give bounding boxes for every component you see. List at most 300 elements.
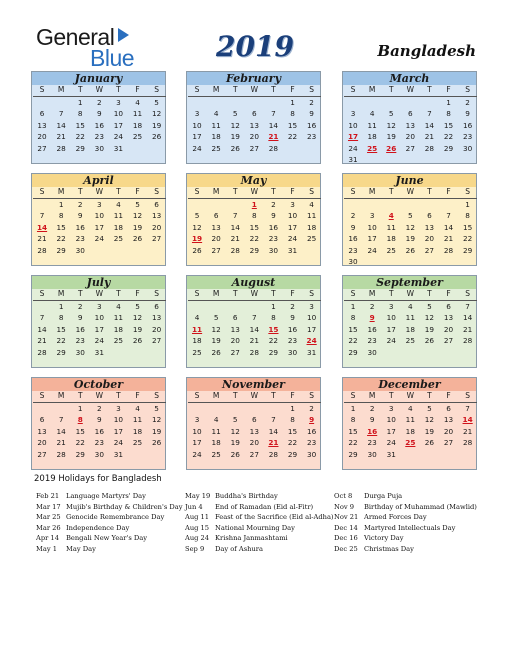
day-cell: 3 — [388, 403, 394, 413]
country-name: Bangladesh — [377, 42, 476, 60]
day-cell: 2 — [97, 97, 102, 107]
day-cell: 7 — [427, 109, 432, 118]
day-cell: 13 — [443, 415, 454, 424]
day-cell: 16 — [306, 426, 317, 436]
day-cell: 1 — [465, 199, 470, 209]
holiday-date: Nov 21 — [334, 513, 359, 522]
weekday-header: T — [264, 187, 283, 199]
day-cell: 25 — [306, 234, 317, 243]
holiday-row — [36, 491, 183, 502]
day-cell: 23 — [75, 234, 85, 243]
day-cell: 8 — [290, 415, 295, 424]
day-cell: 11 — [132, 109, 143, 118]
day-cell: 23 — [348, 245, 358, 255]
month-title: August — [187, 276, 320, 289]
day-cell: 20 — [151, 324, 162, 334]
day-cell: 18 — [367, 132, 377, 141]
day-cell: 27 — [443, 336, 454, 345]
holiday-day: 21 — [268, 132, 279, 141]
day-cell: 13 — [151, 211, 162, 220]
holiday-date: Aug 24 — [185, 534, 210, 543]
day-cell: 18 — [386, 234, 396, 243]
weekday-header: S — [188, 391, 207, 403]
day-cell: 11 — [405, 313, 415, 322]
weekday-header: M — [52, 187, 71, 199]
day-cell: 28 — [443, 245, 454, 255]
day-cell: 21 — [56, 438, 66, 447]
weekday-header: M — [207, 391, 226, 403]
empty-cell — [33, 97, 52, 109]
weekday-header: S — [33, 85, 52, 97]
holiday-name: May Day — [66, 544, 96, 553]
weekday-header: M — [207, 85, 226, 97]
holiday-name: End of Ramadan (Eid al-Fitr) — [215, 502, 314, 511]
day-cell: 17 — [94, 324, 104, 334]
holiday-column — [334, 491, 477, 555]
holiday-date: Jun 4 — [185, 502, 203, 511]
day-cell: 30 — [268, 245, 279, 255]
day-cell: 13 — [37, 426, 47, 436]
day-cell: 1 — [271, 301, 276, 311]
day-cell: 22 — [268, 336, 279, 345]
day-cell: 20 — [37, 438, 47, 447]
holiday-row — [36, 523, 183, 534]
holiday-row — [185, 533, 334, 544]
day-cell: 12 — [424, 313, 435, 322]
day-cell: 21 — [462, 324, 473, 334]
day-cell: 10 — [386, 313, 396, 322]
day-cell: 22 — [249, 234, 259, 243]
weekday-header: S — [344, 85, 363, 97]
day-cell: 1 — [58, 199, 64, 209]
day-cell: 21 — [462, 426, 473, 436]
empty-cell — [420, 199, 439, 211]
day-cell: 31 — [113, 449, 124, 459]
day-cell: 1 — [350, 301, 356, 311]
empty-cell — [226, 97, 245, 109]
weekday-header: W — [90, 85, 109, 97]
day-cell: 10 — [94, 211, 104, 220]
day-cell: 7 — [271, 109, 276, 118]
holiday-day: 25 — [405, 438, 416, 447]
holiday-day: 14 — [36, 222, 48, 232]
day-cell: 22 — [56, 336, 66, 345]
day-grid — [187, 187, 320, 256]
day-cell: 9 — [350, 222, 356, 232]
weekday-header: S — [302, 187, 321, 199]
weekday-header: T — [71, 391, 90, 403]
holiday-name: Krishna Janmashtami — [215, 534, 288, 543]
weekday-header: S — [458, 391, 477, 403]
day-cell: 20 — [211, 234, 221, 243]
day-cell: 16 — [367, 324, 377, 334]
weekday-header: S — [147, 187, 166, 199]
weekday-header: T — [382, 187, 401, 199]
day-cell: 14 — [443, 222, 454, 232]
day-cell: 11 — [211, 120, 221, 130]
day-grid — [187, 85, 320, 154]
weekday-header: T — [226, 187, 245, 199]
holiday-row — [334, 512, 477, 523]
day-cell: 5 — [154, 403, 159, 413]
weekday-header: S — [33, 289, 52, 301]
day-cell: 5 — [408, 211, 413, 220]
day-cell: 8 — [350, 313, 356, 322]
brand-word-blue: Blue — [90, 45, 135, 71]
day-cell: 9 — [465, 109, 470, 118]
day-cell: 22 — [75, 132, 85, 141]
day-cell: 4 — [116, 301, 121, 311]
day-cell: 23 — [94, 132, 104, 141]
day-cell: 24 — [113, 132, 124, 141]
day-cell: 11 — [306, 211, 317, 220]
day-cell: 14 — [37, 324, 47, 334]
day-grid — [187, 289, 320, 358]
day-cell: 10 — [306, 313, 317, 322]
month-august — [186, 275, 321, 368]
day-cell: 14 — [249, 324, 259, 334]
weekday-header: F — [283, 391, 302, 403]
day-grid — [32, 289, 165, 358]
weekday-header: S — [344, 391, 363, 403]
day-cell: 26 — [151, 438, 162, 447]
month-title: February — [187, 72, 320, 85]
day-cell: 20 — [37, 132, 47, 141]
holiday-day: 8 — [77, 415, 83, 424]
holiday-row — [36, 533, 183, 544]
month-title: September — [343, 276, 476, 289]
day-cell: 13 — [405, 120, 415, 130]
brand-triangle-icon — [118, 28, 129, 42]
day-cell: 7 — [271, 415, 276, 424]
holiday-name: Feast of the Sacrifice (Eid al-Adha) — [215, 513, 334, 522]
day-cell: 14 — [462, 313, 473, 322]
day-cell: 29 — [268, 347, 279, 357]
empty-cell — [245, 97, 264, 109]
day-cell: 27 — [211, 245, 221, 255]
empty-cell — [401, 97, 420, 109]
day-cell: 17 — [94, 222, 104, 232]
weekday-header: S — [147, 85, 166, 97]
day-cell: 7 — [232, 211, 238, 220]
day-cell: 26 — [405, 245, 415, 255]
day-cell: 2 — [309, 403, 314, 413]
day-cell: 20 — [249, 438, 259, 447]
day-cell: 7 — [39, 313, 45, 322]
day-cell: 9 — [77, 211, 83, 220]
holiday-date: Apr 14 — [36, 534, 59, 543]
day-cell: 11 — [113, 313, 124, 322]
day-cell: 29 — [56, 245, 66, 255]
holiday-name: National Mourning Day — [215, 523, 295, 532]
holiday-row — [334, 544, 477, 555]
month-october — [31, 377, 166, 470]
day-cell: 8 — [58, 313, 64, 322]
day-cell: 27 — [405, 143, 415, 153]
day-cell: 13 — [424, 222, 435, 232]
day-cell: 31 — [306, 347, 317, 357]
day-cell: 4 — [408, 301, 413, 311]
day-cell: 1 — [350, 403, 356, 413]
weekday-header: S — [302, 85, 321, 97]
day-cell: 10 — [348, 120, 358, 130]
month-march — [342, 71, 477, 164]
weekday-header: W — [90, 289, 109, 301]
day-cell: 23 — [268, 234, 279, 243]
day-cell: 27 — [151, 336, 162, 345]
day-cell: 28 — [56, 449, 66, 459]
day-cell: 16 — [348, 234, 358, 243]
day-cell: 13 — [151, 313, 162, 322]
holiday-row — [185, 491, 334, 502]
weekday-header: T — [420, 187, 439, 199]
day-cell: 23 — [367, 336, 377, 345]
weekday-header: T — [71, 85, 90, 97]
empty-cell — [401, 199, 420, 211]
calendar-year: 2019 — [216, 30, 294, 63]
holiday-name: Victory Day — [364, 534, 404, 543]
holiday-row — [185, 523, 334, 534]
holiday-name: Independence Day — [66, 523, 130, 532]
day-cell: 18 — [211, 438, 221, 447]
day-cell: 12 — [151, 415, 162, 424]
day-cell: 9 — [77, 313, 83, 322]
weekday-header: W — [90, 391, 109, 403]
day-grid — [343, 85, 476, 166]
holiday-day: 24 — [306, 336, 317, 345]
day-cell: 13 — [249, 120, 259, 130]
day-cell: 3 — [194, 415, 200, 424]
day-cell: 11 — [132, 415, 143, 424]
day-cell: 30 — [367, 449, 377, 459]
empty-cell — [33, 301, 52, 313]
day-cell: 12 — [424, 415, 435, 424]
day-cell: 29 — [75, 449, 85, 459]
day-cell: 10 — [287, 211, 298, 220]
weekday-header: T — [71, 289, 90, 301]
holiday-name: Mujib's Birthday & Children's Day — [66, 502, 183, 511]
day-cell: 3 — [350, 109, 356, 118]
brand-word-general: General — [36, 24, 115, 50]
day-cell: 30 — [306, 449, 317, 459]
holiday-name: Bengali New Year's Day — [66, 534, 148, 543]
holiday-name: Christmas Day — [364, 544, 414, 553]
day-cell: 29 — [348, 347, 358, 357]
day-cell: 15 — [75, 426, 85, 436]
day-cell: 8 — [350, 415, 356, 424]
day-cell: 15 — [249, 222, 259, 232]
day-cell: 3 — [388, 301, 394, 311]
day-cell: 22 — [287, 132, 298, 141]
weekday-header: T — [71, 187, 90, 199]
day-cell: 30 — [367, 347, 377, 357]
day-cell: 22 — [462, 234, 473, 243]
day-cell: 9 — [369, 415, 375, 424]
day-cell: 13 — [37, 120, 47, 130]
day-cell: 21 — [37, 234, 47, 243]
month-title: July — [32, 276, 165, 289]
day-cell: 6 — [408, 109, 413, 118]
day-cell: 25 — [132, 132, 143, 141]
weekday-header: S — [302, 391, 321, 403]
holiday-date: Dec 14 — [334, 523, 358, 532]
month-september — [342, 275, 477, 368]
empty-cell — [363, 97, 382, 109]
day-cell: 24 — [367, 245, 377, 255]
empty-cell — [33, 403, 52, 415]
day-cell: 24 — [192, 143, 202, 153]
day-cell: 12 — [132, 313, 143, 322]
day-cell: 28 — [249, 347, 259, 357]
holiday-date: May 19 — [185, 492, 211, 500]
day-cell: 13 — [443, 313, 454, 322]
day-cell: 15 — [287, 120, 298, 130]
day-cell: 25 — [113, 234, 124, 243]
day-cell: 11 — [405, 415, 415, 424]
day-cell: 15 — [348, 426, 358, 436]
day-cell: 3 — [97, 199, 102, 209]
day-cell: 25 — [192, 347, 202, 357]
weekday-header: M — [363, 187, 382, 199]
month-title: March — [343, 72, 476, 85]
day-cell: 14 — [230, 222, 240, 232]
weekday-header: T — [226, 85, 245, 97]
weekday-header: T — [109, 85, 128, 97]
holiday-row — [185, 544, 334, 555]
holiday-day: 1 — [251, 199, 257, 209]
holiday-name: Buddha's Birthday — [215, 492, 278, 500]
day-cell: 1 — [77, 403, 83, 413]
day-cell: 16 — [306, 120, 317, 130]
weekday-header: F — [128, 289, 147, 301]
day-cell: 12 — [132, 211, 143, 220]
day-cell: 27 — [37, 449, 47, 459]
day-cell: 13 — [249, 426, 259, 436]
day-cell: 19 — [405, 234, 415, 243]
holiday-date: Dec 16 — [334, 534, 358, 543]
holiday-date: Oct 8 — [334, 492, 353, 500]
day-cell: 6 — [252, 109, 257, 118]
day-cell: 15 — [348, 324, 358, 334]
day-cell: 10 — [113, 415, 124, 424]
holiday-date: Mar 25 — [36, 513, 61, 522]
day-cell: 18 — [132, 426, 143, 436]
day-cell: 12 — [192, 222, 202, 232]
weekday-header: S — [344, 289, 363, 301]
weekday-header: S — [344, 187, 363, 199]
day-cell: 28 — [462, 336, 473, 345]
day-cell: 5 — [427, 403, 432, 413]
day-cell: 17 — [386, 426, 396, 436]
day-grid — [343, 391, 476, 460]
day-cell: 24 — [287, 234, 298, 243]
empty-cell — [344, 199, 363, 211]
day-cell: 18 — [211, 132, 221, 141]
month-april — [31, 173, 166, 266]
holiday-date: Nov 9 — [334, 502, 355, 511]
day-cell: 26 — [132, 336, 143, 345]
weekday-header: F — [439, 391, 458, 403]
day-cell: 1 — [58, 301, 64, 311]
day-cell: 15 — [56, 324, 66, 334]
holiday-name: Armed Forces Day — [364, 513, 427, 522]
empty-cell — [188, 403, 207, 415]
day-cell: 9 — [97, 109, 102, 118]
holiday-day: 25 — [367, 143, 378, 153]
day-cell: 2 — [369, 301, 375, 311]
day-cell: 23 — [94, 438, 104, 447]
holiday-day: 15 — [268, 324, 279, 334]
day-cell: 21 — [37, 336, 47, 345]
holiday-name: Day of Ashura — [215, 544, 263, 553]
day-cell: 8 — [290, 109, 295, 118]
day-cell: 31 — [113, 143, 124, 153]
month-february — [186, 71, 321, 164]
day-cell: 16 — [462, 120, 473, 130]
day-cell: 30 — [348, 257, 358, 266]
month-title: December — [343, 378, 476, 391]
month-july — [31, 275, 166, 368]
day-cell: 21 — [230, 234, 240, 243]
day-cell: 31 — [386, 449, 396, 459]
day-cell: 14 — [56, 120, 66, 130]
day-cell: 3 — [309, 301, 314, 311]
day-cell: 22 — [348, 438, 358, 447]
holiday-row — [334, 523, 477, 534]
day-cell: 6 — [154, 301, 159, 311]
day-cell: 27 — [443, 438, 454, 447]
day-cell: 25 — [386, 245, 396, 255]
holiday-row — [36, 502, 183, 513]
day-cell: 8 — [271, 313, 276, 322]
weekday-header: T — [264, 289, 283, 301]
day-cell: 5 — [135, 199, 140, 209]
holiday-day: 21 — [268, 438, 279, 447]
day-cell: 29 — [249, 245, 259, 255]
day-grid — [343, 187, 476, 268]
weekday-header: M — [207, 289, 226, 301]
day-cell: 19 — [132, 324, 143, 334]
weekday-header: T — [109, 391, 128, 403]
holiday-day: 9 — [309, 415, 315, 424]
day-cell: 17 — [192, 132, 202, 141]
day-cell: 13 — [211, 222, 221, 232]
holiday-row — [185, 512, 334, 523]
day-cell: 10 — [94, 313, 104, 322]
day-cell: 5 — [232, 109, 238, 118]
holiday-row — [334, 502, 477, 513]
day-cell: 20 — [443, 426, 454, 436]
weekday-header: S — [33, 391, 52, 403]
day-cell: 19 — [151, 426, 162, 436]
day-cell: 14 — [268, 120, 279, 130]
day-cell: 22 — [443, 132, 454, 141]
weekday-header: T — [109, 187, 128, 199]
month-title: January — [32, 72, 165, 85]
day-cell: 19 — [230, 438, 240, 447]
weekday-header: T — [226, 391, 245, 403]
day-cell: 21 — [443, 234, 454, 243]
day-cell: 2 — [350, 211, 356, 220]
weekday-header: T — [109, 289, 128, 301]
weekday-header: F — [439, 289, 458, 301]
day-cell: 18 — [192, 336, 202, 345]
weekday-header: F — [439, 187, 458, 199]
day-cell: 26 — [151, 132, 162, 141]
brand-logo — [36, 24, 136, 71]
day-cell: 25 — [132, 438, 143, 447]
holiday-day: 26 — [386, 143, 397, 153]
